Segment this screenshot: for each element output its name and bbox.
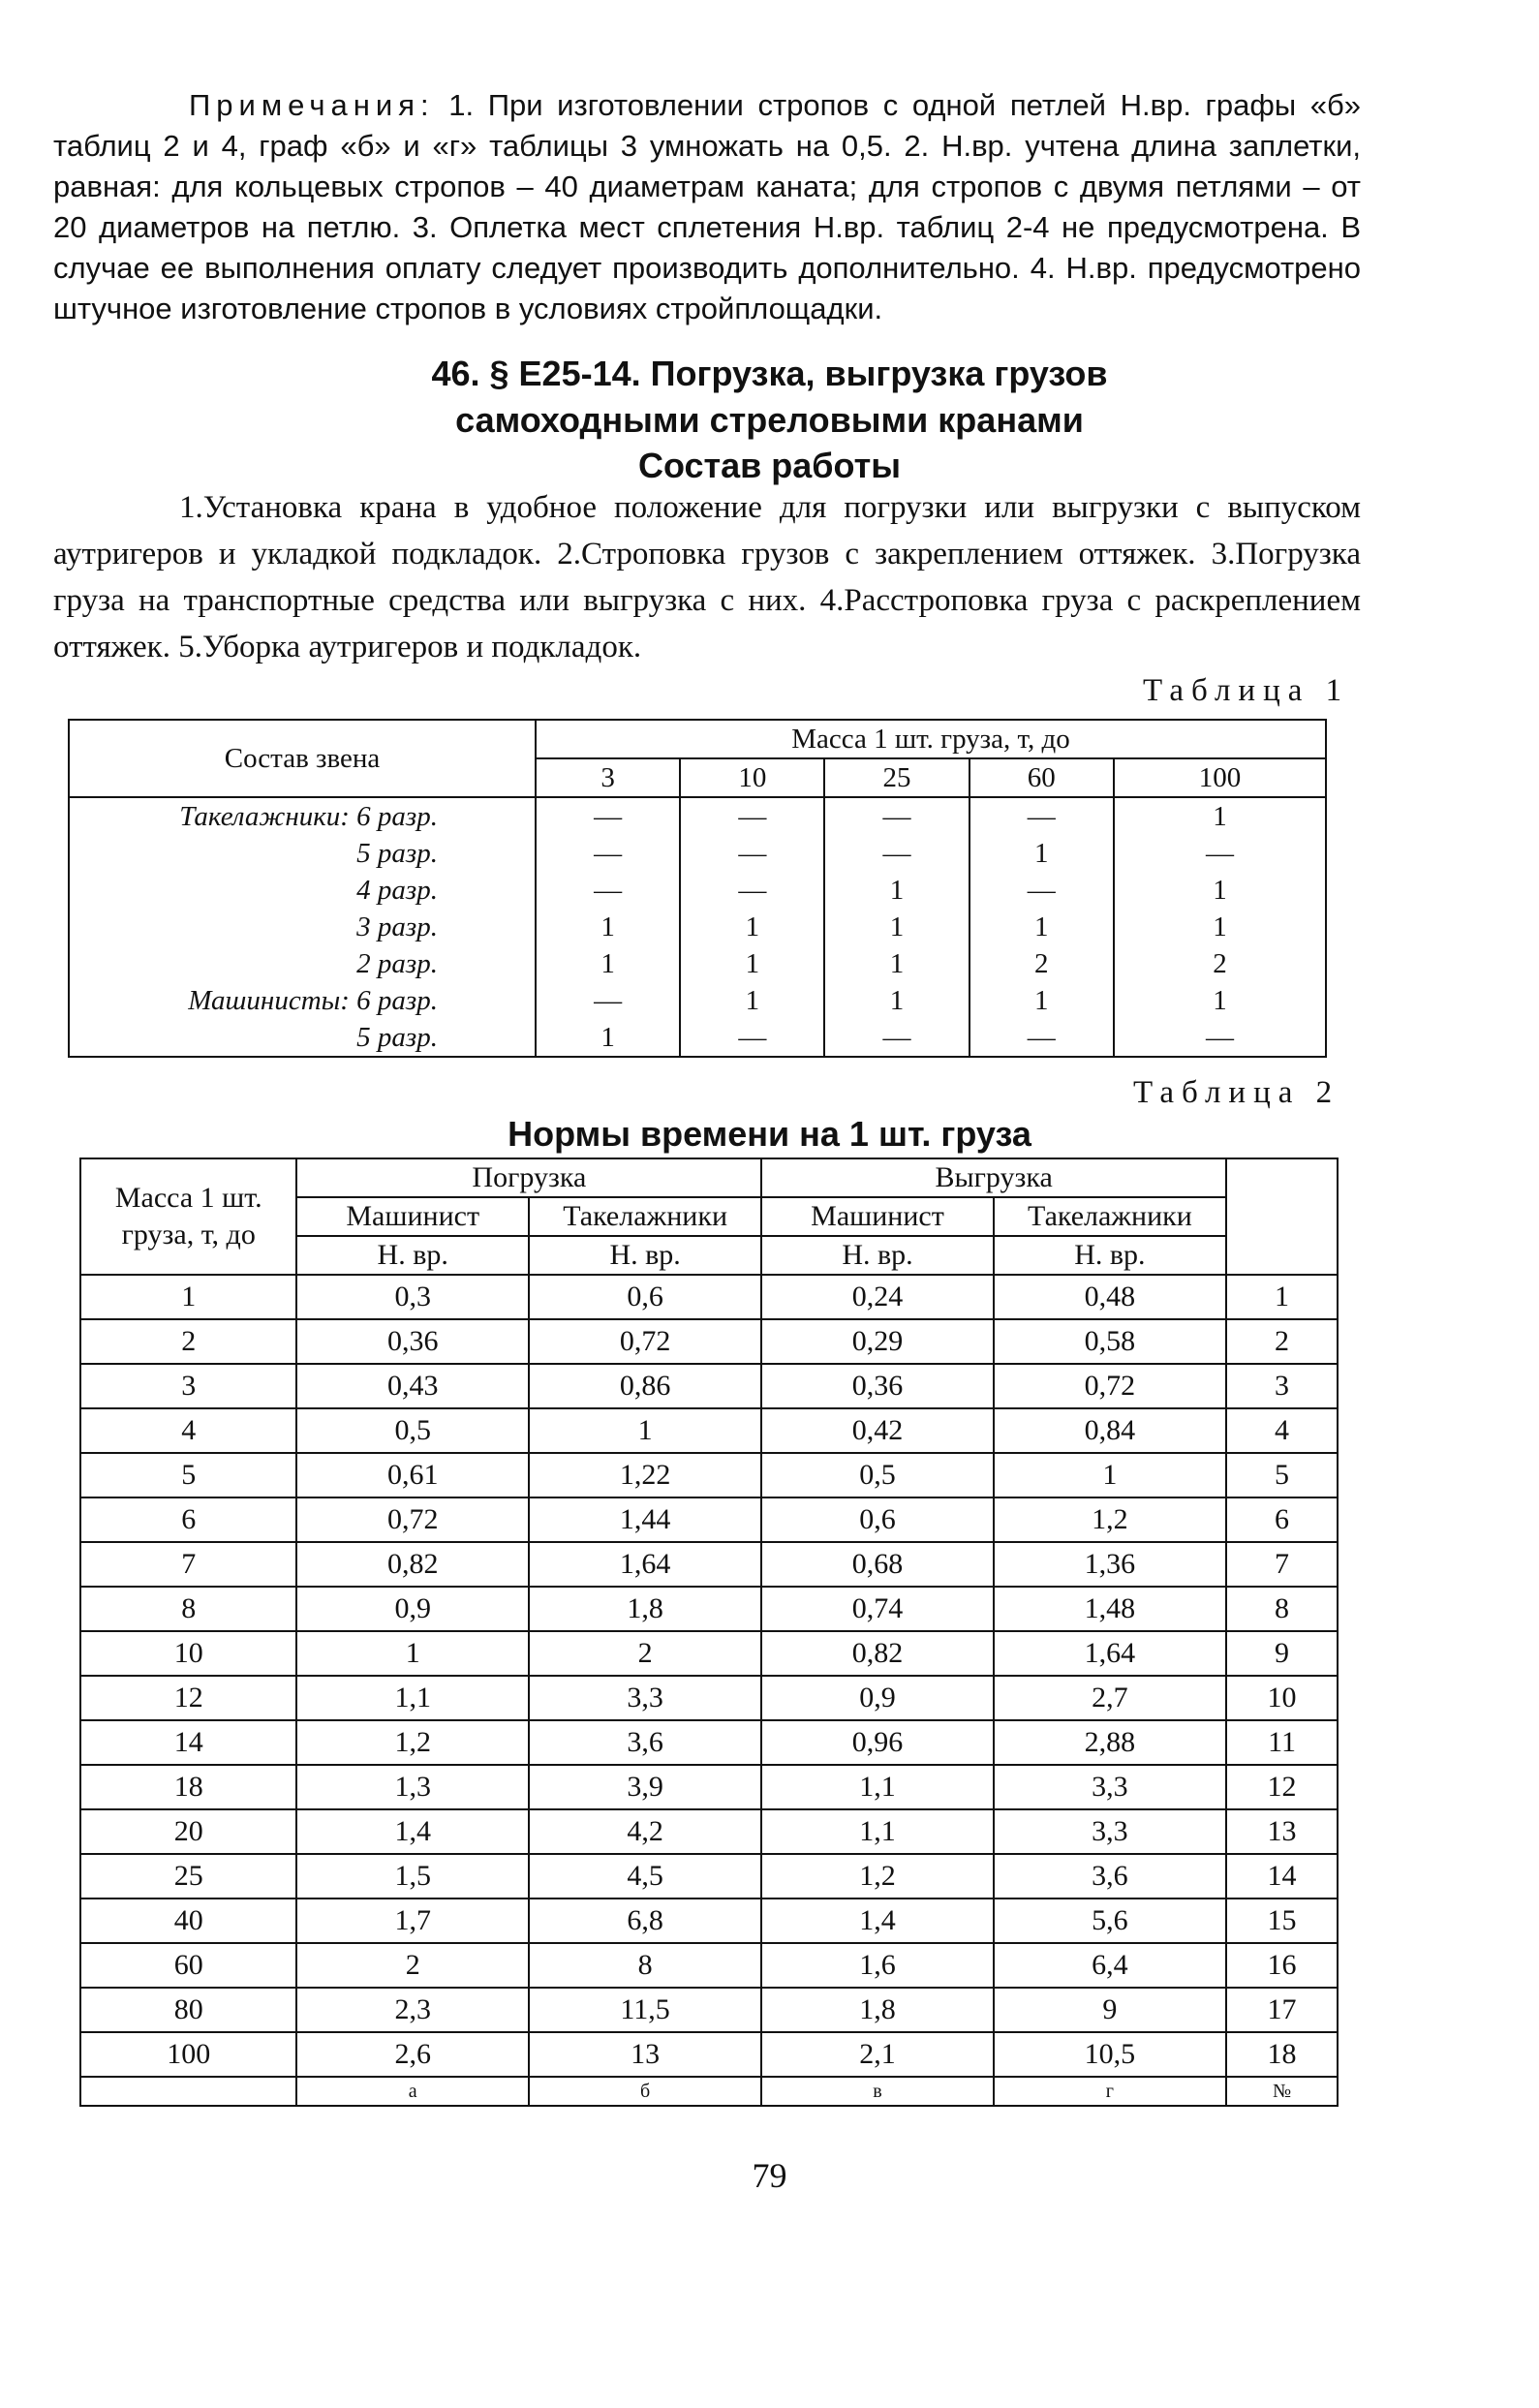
table2-col-number-header xyxy=(1226,1158,1338,1275)
table1-value-cell: 1 xyxy=(1114,909,1326,945)
table2-cell: 0,58 xyxy=(994,1319,1226,1364)
table2-nvr-a: Н. вр. xyxy=(296,1236,529,1275)
table1-col-mass: Масса 1 шт. груза, т, до xyxy=(536,720,1326,758)
table2-cell: 2,6 xyxy=(296,2032,529,2077)
table1-value-cell: 1 xyxy=(970,835,1114,872)
table2-title: Нормы времени на 1 шт. груза xyxy=(508,1114,1031,1154)
table2-cell: 4 xyxy=(1226,1408,1338,1453)
table1-value-cell: — xyxy=(536,872,680,909)
table2-cell: 6,8 xyxy=(529,1899,761,1943)
table2-cell: 0,36 xyxy=(761,1364,994,1408)
table-row xyxy=(80,1988,1338,2032)
table1-value-cell: — xyxy=(824,835,969,872)
table1-value-cell: — xyxy=(970,1019,1114,1057)
table1-role-cell: 2 разр. xyxy=(69,945,536,982)
table2-cell: 7 xyxy=(80,1542,296,1587)
table1-value-cell: — xyxy=(536,797,680,835)
table2-cell: 1,48 xyxy=(994,1587,1226,1631)
table2-cell: 6 xyxy=(80,1497,296,1542)
table2-cell: 1,2 xyxy=(994,1497,1226,1542)
table1-role-cell: 5 разр. xyxy=(69,1019,536,1057)
table1-value-cell: 1 xyxy=(824,982,969,1019)
table2-loading-machinist: Машинист xyxy=(296,1197,529,1236)
table2-cell: 0,29 xyxy=(761,1319,994,1364)
table-row xyxy=(80,1408,1338,1453)
table-row xyxy=(80,1587,1338,1631)
composition-title: Состав работы xyxy=(637,446,902,485)
table2-cell: 3,3 xyxy=(994,1765,1226,1809)
table1-mass-col: 25 xyxy=(824,758,969,797)
table2-footer-cell xyxy=(80,2077,296,2106)
table1-value-cell: — xyxy=(970,797,1114,835)
table2-cell: 18 xyxy=(80,1765,296,1809)
table1-value-cell: — xyxy=(536,982,680,1019)
table2-footer-cell: г xyxy=(994,2077,1226,2106)
table2-cell: 0,9 xyxy=(296,1587,529,1631)
table2-cell: 0,48 xyxy=(994,1275,1226,1319)
table2-cell: 0,74 xyxy=(761,1587,994,1631)
table-row xyxy=(69,797,1326,835)
table2-cell: 1 xyxy=(1226,1275,1338,1319)
table-row xyxy=(80,1899,1338,1943)
table2-cell: 0,6 xyxy=(529,1275,761,1319)
table2-cell: 1,8 xyxy=(761,1988,994,2032)
table2-cell: 1,4 xyxy=(296,1809,529,1854)
table2-cell: 0,5 xyxy=(296,1408,529,1453)
table2-cell: 2 xyxy=(80,1319,296,1364)
table2-cell: 100 xyxy=(80,2032,296,2077)
table2-cell: 80 xyxy=(80,1988,296,2032)
table2-cell: 2,88 xyxy=(994,1720,1226,1765)
table1-value-cell: 1 xyxy=(1114,982,1326,1019)
table-row xyxy=(69,835,1326,872)
table2-label: Таблица 2 xyxy=(1133,1075,1340,1110)
table2-cell: 1 xyxy=(296,1631,529,1676)
table1-value-cell: — xyxy=(680,835,824,872)
table2-cell: 3,6 xyxy=(529,1720,761,1765)
table2-cell: 9 xyxy=(994,1988,1226,2032)
table2-cell: 0,36 xyxy=(296,1319,529,1364)
table2-cell: 0,72 xyxy=(296,1497,529,1542)
table1-value-cell: — xyxy=(824,1019,969,1057)
table2-cell: 3,3 xyxy=(994,1809,1226,1854)
table2-cell: 11,5 xyxy=(529,1988,761,2032)
table2-cell: 8 xyxy=(529,1943,761,1988)
table-row xyxy=(80,1720,1338,1765)
table2-cell: 0,82 xyxy=(761,1631,994,1676)
table2-cell: 12 xyxy=(1226,1765,1338,1809)
table2-cell: 14 xyxy=(80,1720,296,1765)
table-row xyxy=(80,2032,1338,2077)
table2-cell: 20 xyxy=(80,1809,296,1854)
table-row xyxy=(69,945,1326,982)
table1-role-cell: 3 разр. xyxy=(69,909,536,945)
notes-prefix: Примечания: xyxy=(189,88,435,122)
table1-mass-col: 3 xyxy=(536,758,680,797)
table1-value-cell: 1 xyxy=(680,982,824,1019)
table2-cell: 18 xyxy=(1226,2032,1338,2077)
table2-cell: 1,1 xyxy=(761,1765,994,1809)
table1-value-cell: 1 xyxy=(536,945,680,982)
table2-cell: 15 xyxy=(1226,1899,1338,1943)
table2-cell: 1,22 xyxy=(529,1453,761,1497)
table1-role-cell: Машинисты: 6 разр. xyxy=(69,982,536,1019)
table1-mass-col: 100 xyxy=(1114,758,1326,797)
table2-cell: 1 xyxy=(529,1408,761,1453)
table-row xyxy=(80,1497,1338,1542)
table2-cell: 3,3 xyxy=(529,1676,761,1720)
table2-cell: 14 xyxy=(1226,1854,1338,1899)
table2-cell: 16 xyxy=(1226,1943,1338,1988)
table-row xyxy=(80,1765,1338,1809)
table2-cell: 1,3 xyxy=(296,1765,529,1809)
table2-loading-riggers: Такелажники xyxy=(529,1197,761,1236)
table2-cell: 2,1 xyxy=(761,2032,994,2077)
table2-cell: 4,2 xyxy=(529,1809,761,1854)
composition-text: 1.Установка крана в удобное положение для погрузки или выгрузки с выпуском аутригеров и укладкой подкладок. 2.Строповка грузов с закреплением оттяжек. 3.Погрузка груза на транспортные средства или выгрузка с них. 4.Расстроповка груза с раскреплением оттяжек. 5.Уборка аутригеров и подкладок. xyxy=(53,490,1361,664)
table2-cell: 25 xyxy=(80,1854,296,1899)
table2-cell: 17 xyxy=(1226,1988,1338,2032)
table2-cell: 1,1 xyxy=(296,1676,529,1720)
table2-cell: 0,43 xyxy=(296,1364,529,1408)
table2-cell: 0,86 xyxy=(529,1364,761,1408)
table1-value-cell: 1 xyxy=(824,909,969,945)
table2-footer-row xyxy=(80,2077,1338,2106)
table1-col-composition: Состав звена xyxy=(69,720,536,797)
table2-cell: 2 xyxy=(296,1943,529,1988)
table2-cell: 2 xyxy=(529,1631,761,1676)
table2-cell: 13 xyxy=(1226,1809,1338,1854)
table2-cell: 1 xyxy=(80,1275,296,1319)
table1-role-cell: Такелажники: 6 разр. xyxy=(69,797,536,835)
table2-cell: 1,64 xyxy=(994,1631,1226,1676)
table2-cell: 0,82 xyxy=(296,1542,529,1587)
table2-cell: 10,5 xyxy=(994,2032,1226,2077)
table1-value-cell: — xyxy=(1114,1019,1326,1057)
table2-cell: 8 xyxy=(80,1587,296,1631)
table-row xyxy=(69,982,1326,1019)
table1-value-cell: 1 xyxy=(824,945,969,982)
table2-cell: 1,64 xyxy=(529,1542,761,1587)
table1-value-cell: 1 xyxy=(1114,797,1326,835)
table2-footer-cell: б xyxy=(529,2077,761,2106)
table1-value-cell: 1 xyxy=(680,909,824,945)
table1-value-cell: — xyxy=(970,872,1114,909)
section-title-line1: 46. § Е25-14. Погрузка, выгрузка грузов xyxy=(431,354,1108,393)
table2-cell: 1 xyxy=(994,1453,1226,1497)
table2-cell: 60 xyxy=(80,1943,296,1988)
table2-cell: 3 xyxy=(1226,1364,1338,1408)
table-row xyxy=(80,1943,1338,1988)
table2-cell: 3,9 xyxy=(529,1765,761,1809)
section-title-line2: самоходными стреловыми кранами xyxy=(455,400,1084,440)
table1-value-cell: 1 xyxy=(536,909,680,945)
table1-role-cell: 4 разр. xyxy=(69,872,536,909)
table2-cell: 0,61 xyxy=(296,1453,529,1497)
table2-cell: 5 xyxy=(1226,1453,1338,1497)
table2-cell: 1,2 xyxy=(761,1854,994,1899)
table2-cell: 4,5 xyxy=(529,1854,761,1899)
table2-cell: 0,96 xyxy=(761,1720,994,1765)
table-row xyxy=(80,1364,1338,1408)
table2-cell: 2,3 xyxy=(296,1988,529,2032)
table2-cell: 0,42 xyxy=(761,1408,994,1453)
table2-cell: 7 xyxy=(1226,1542,1338,1587)
table1-value-cell: 1 xyxy=(1114,872,1326,909)
table1-mass-col: 60 xyxy=(970,758,1114,797)
table-row xyxy=(80,1854,1338,1899)
table2-cell: 0,6 xyxy=(761,1497,994,1542)
table2-cell: 5 xyxy=(80,1453,296,1497)
table2-cell: 2,7 xyxy=(994,1676,1226,1720)
table-row xyxy=(80,1676,1338,1720)
table2-cell: 5,6 xyxy=(994,1899,1226,1943)
notes-paragraph xyxy=(53,85,1361,329)
table2-cell: 3,6 xyxy=(994,1854,1226,1899)
table1-value-cell: 2 xyxy=(970,945,1114,982)
table2-cell: 9 xyxy=(1226,1631,1338,1676)
table2-col-loading: Погрузка xyxy=(296,1158,761,1197)
table2-cell: 11 xyxy=(1226,1720,1338,1765)
table2-cell: 0,68 xyxy=(761,1542,994,1587)
table2-cell: 1,6 xyxy=(761,1943,994,1988)
table2-nvr-b: Н. вр. xyxy=(529,1236,761,1275)
table2-cell: 8 xyxy=(1226,1587,1338,1631)
table2-cell: 1,4 xyxy=(761,1899,994,1943)
table-row xyxy=(69,872,1326,909)
table1-value-cell: 1 xyxy=(680,945,824,982)
table2-footer-cell: а xyxy=(296,2077,529,2106)
table1-value-cell: 1 xyxy=(970,909,1114,945)
table2-cell: 0,9 xyxy=(761,1676,994,1720)
table-row xyxy=(80,1319,1338,1364)
table2-cell: 0,84 xyxy=(994,1408,1226,1453)
table1-value-cell: — xyxy=(680,872,824,909)
table2-cell: 10 xyxy=(80,1631,296,1676)
table2-cell: 0,3 xyxy=(296,1275,529,1319)
page-number: 79 xyxy=(752,2156,787,2195)
table1-value-cell: 2 xyxy=(1114,945,1326,982)
table2-cell: 40 xyxy=(80,1899,296,1943)
table2-cell: 1,44 xyxy=(529,1497,761,1542)
table-row xyxy=(69,909,1326,945)
table2-col-unloading: Выгрузка xyxy=(761,1158,1226,1197)
table-row xyxy=(80,1631,1338,1676)
table2-cell: 12 xyxy=(80,1676,296,1720)
table2-cell: 4 xyxy=(80,1408,296,1453)
table2-cell: 1,2 xyxy=(296,1720,529,1765)
table1-value-cell: 1 xyxy=(536,1019,680,1057)
table2-cell: 3 xyxy=(80,1364,296,1408)
table-row xyxy=(80,1453,1338,1497)
table2-unloading-machinist: Машинист xyxy=(761,1197,994,1236)
table2-nvr-d: Н. вр. xyxy=(994,1236,1226,1275)
table2-col-mass: Масса 1 шт. груза, т, до xyxy=(80,1158,296,1275)
table-row xyxy=(80,1809,1338,1854)
table2-cell: 1,8 xyxy=(529,1587,761,1631)
table-row xyxy=(80,1275,1338,1319)
table1-role-cell: 5 разр. xyxy=(69,835,536,872)
table-row xyxy=(69,1019,1326,1057)
table1-value-cell: — xyxy=(536,835,680,872)
table1-value-cell: — xyxy=(680,797,824,835)
table2-cell: 1,7 xyxy=(296,1899,529,1943)
table1-value-cell: 1 xyxy=(824,872,969,909)
table2-cell: 0,72 xyxy=(529,1319,761,1364)
table1-value-cell: — xyxy=(824,797,969,835)
table1-value-cell: — xyxy=(680,1019,824,1057)
table2-cell: 6 xyxy=(1226,1497,1338,1542)
table2-cell: 1,1 xyxy=(761,1809,994,1854)
table1-label: Таблица 1 xyxy=(1143,673,1350,708)
table2-cell: 0,72 xyxy=(994,1364,1226,1408)
table2-cell: 0,5 xyxy=(761,1453,994,1497)
table2-cell: 10 xyxy=(1226,1676,1338,1720)
table-row xyxy=(80,1542,1338,1587)
table2-cell: 1,5 xyxy=(296,1854,529,1899)
notes-text: 1. При изготовлении стропов с одной петлей Н.вр. графы «б» таблиц 2 и 4, граф «б» и «г» таблицы 3 умножать на 0,5. 2. Н.вр. учтена длина заплетки, равная: для кольцевых стропов – 40 диаметрам каната; для стропов с двумя петлями – от 20 диаметров на петлю. 3. Оплетка мест сплетения Н.вр. таблиц 2-4 не предусмотрена. В случае ее выполнения оплату следует производить дополнительно. 4. Н.вр. предусмотрено штучное изготовление стропов в условиях стройплощадки. xyxy=(53,88,1361,325)
table2-cell: 0,24 xyxy=(761,1275,994,1319)
table2-nvr-c: Н. вр. xyxy=(761,1236,994,1275)
table2-footer-cell: в xyxy=(761,2077,994,2106)
table2-cell: 2 xyxy=(1226,1319,1338,1364)
table2-cell: 6,4 xyxy=(994,1943,1226,1988)
table1-value-cell: — xyxy=(1114,835,1326,872)
table1-mass-col: 10 xyxy=(680,758,824,797)
table2-cell: 1,36 xyxy=(994,1542,1226,1587)
table1-value-cell: 1 xyxy=(970,982,1114,1019)
table2-cell: 13 xyxy=(529,2032,761,2077)
time-norms-table xyxy=(79,1158,1339,2107)
table2-unloading-riggers: Такелажники xyxy=(994,1197,1226,1236)
table2-footer-cell: № xyxy=(1226,2077,1338,2106)
crew-composition-table xyxy=(68,719,1327,1058)
